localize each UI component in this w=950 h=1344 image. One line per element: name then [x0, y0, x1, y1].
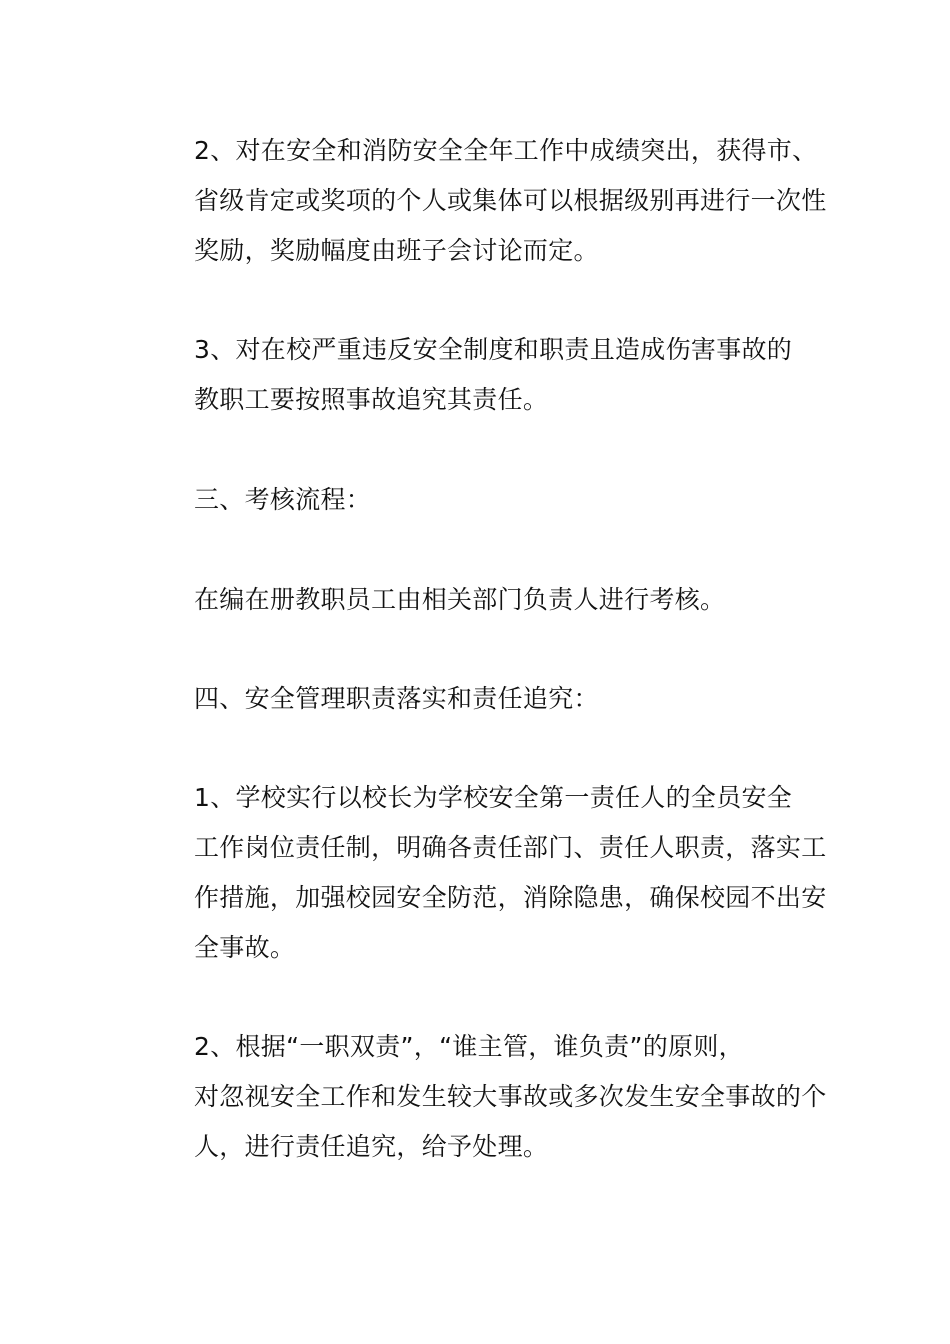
text-line: 奖励，奖励幅度由班子会讨论而定。 — [194, 236, 599, 265]
section-heading-safety-management — [144, 674, 814, 724]
text-line: 1、学校实行以校长为学校安全第一责任人的全员安全 — [194, 783, 793, 812]
section-heading-assessment-process — [144, 475, 814, 525]
text-line: 教职工要按照事故追究其责任。 — [194, 385, 549, 414]
text-line: 3、对在校严重违反安全制度和职责且造成伤害事故的 — [194, 335, 793, 364]
paragraph-dual-responsibility — [144, 1022, 827, 1172]
text-line: 对忽视安全工作和发生较大事故或多次发生安全事故的个 — [194, 1082, 827, 1111]
text-line: 作措施，加强校园安全防范，消除隐患，确保校园不出安 — [194, 883, 827, 912]
heading-text: 四、安全管理职责落实和责任追究： — [194, 684, 599, 713]
paragraph-assessment — [144, 575, 814, 625]
text-line: 2、对在安全和消防安全全年工作中成绩突出，获得市、 — [194, 136, 818, 165]
heading-text: 三、考核流程： — [194, 485, 372, 514]
paragraph-accountability-staff — [144, 325, 814, 425]
text-line: 2、根据“一职双责”，“谁主管，谁负责”的原则， — [194, 1032, 744, 1061]
text-line: 在编在册教职员工由相关部门负责人进行考核。 — [194, 585, 726, 614]
paragraph-reward-outstanding — [144, 126, 827, 276]
paragraph-responsibility-system — [144, 773, 827, 973]
text-line: 全事故。 — [194, 933, 296, 962]
text-line: 工作岗位责任制，明确各责任部门、责任人职责，落实工 — [194, 833, 827, 862]
text-line: 省级肯定或奖项的个人或集体可以根据级别再进行一次性 — [194, 186, 827, 215]
text-line: 人，进行责任追究，给予处理。 — [194, 1132, 549, 1161]
